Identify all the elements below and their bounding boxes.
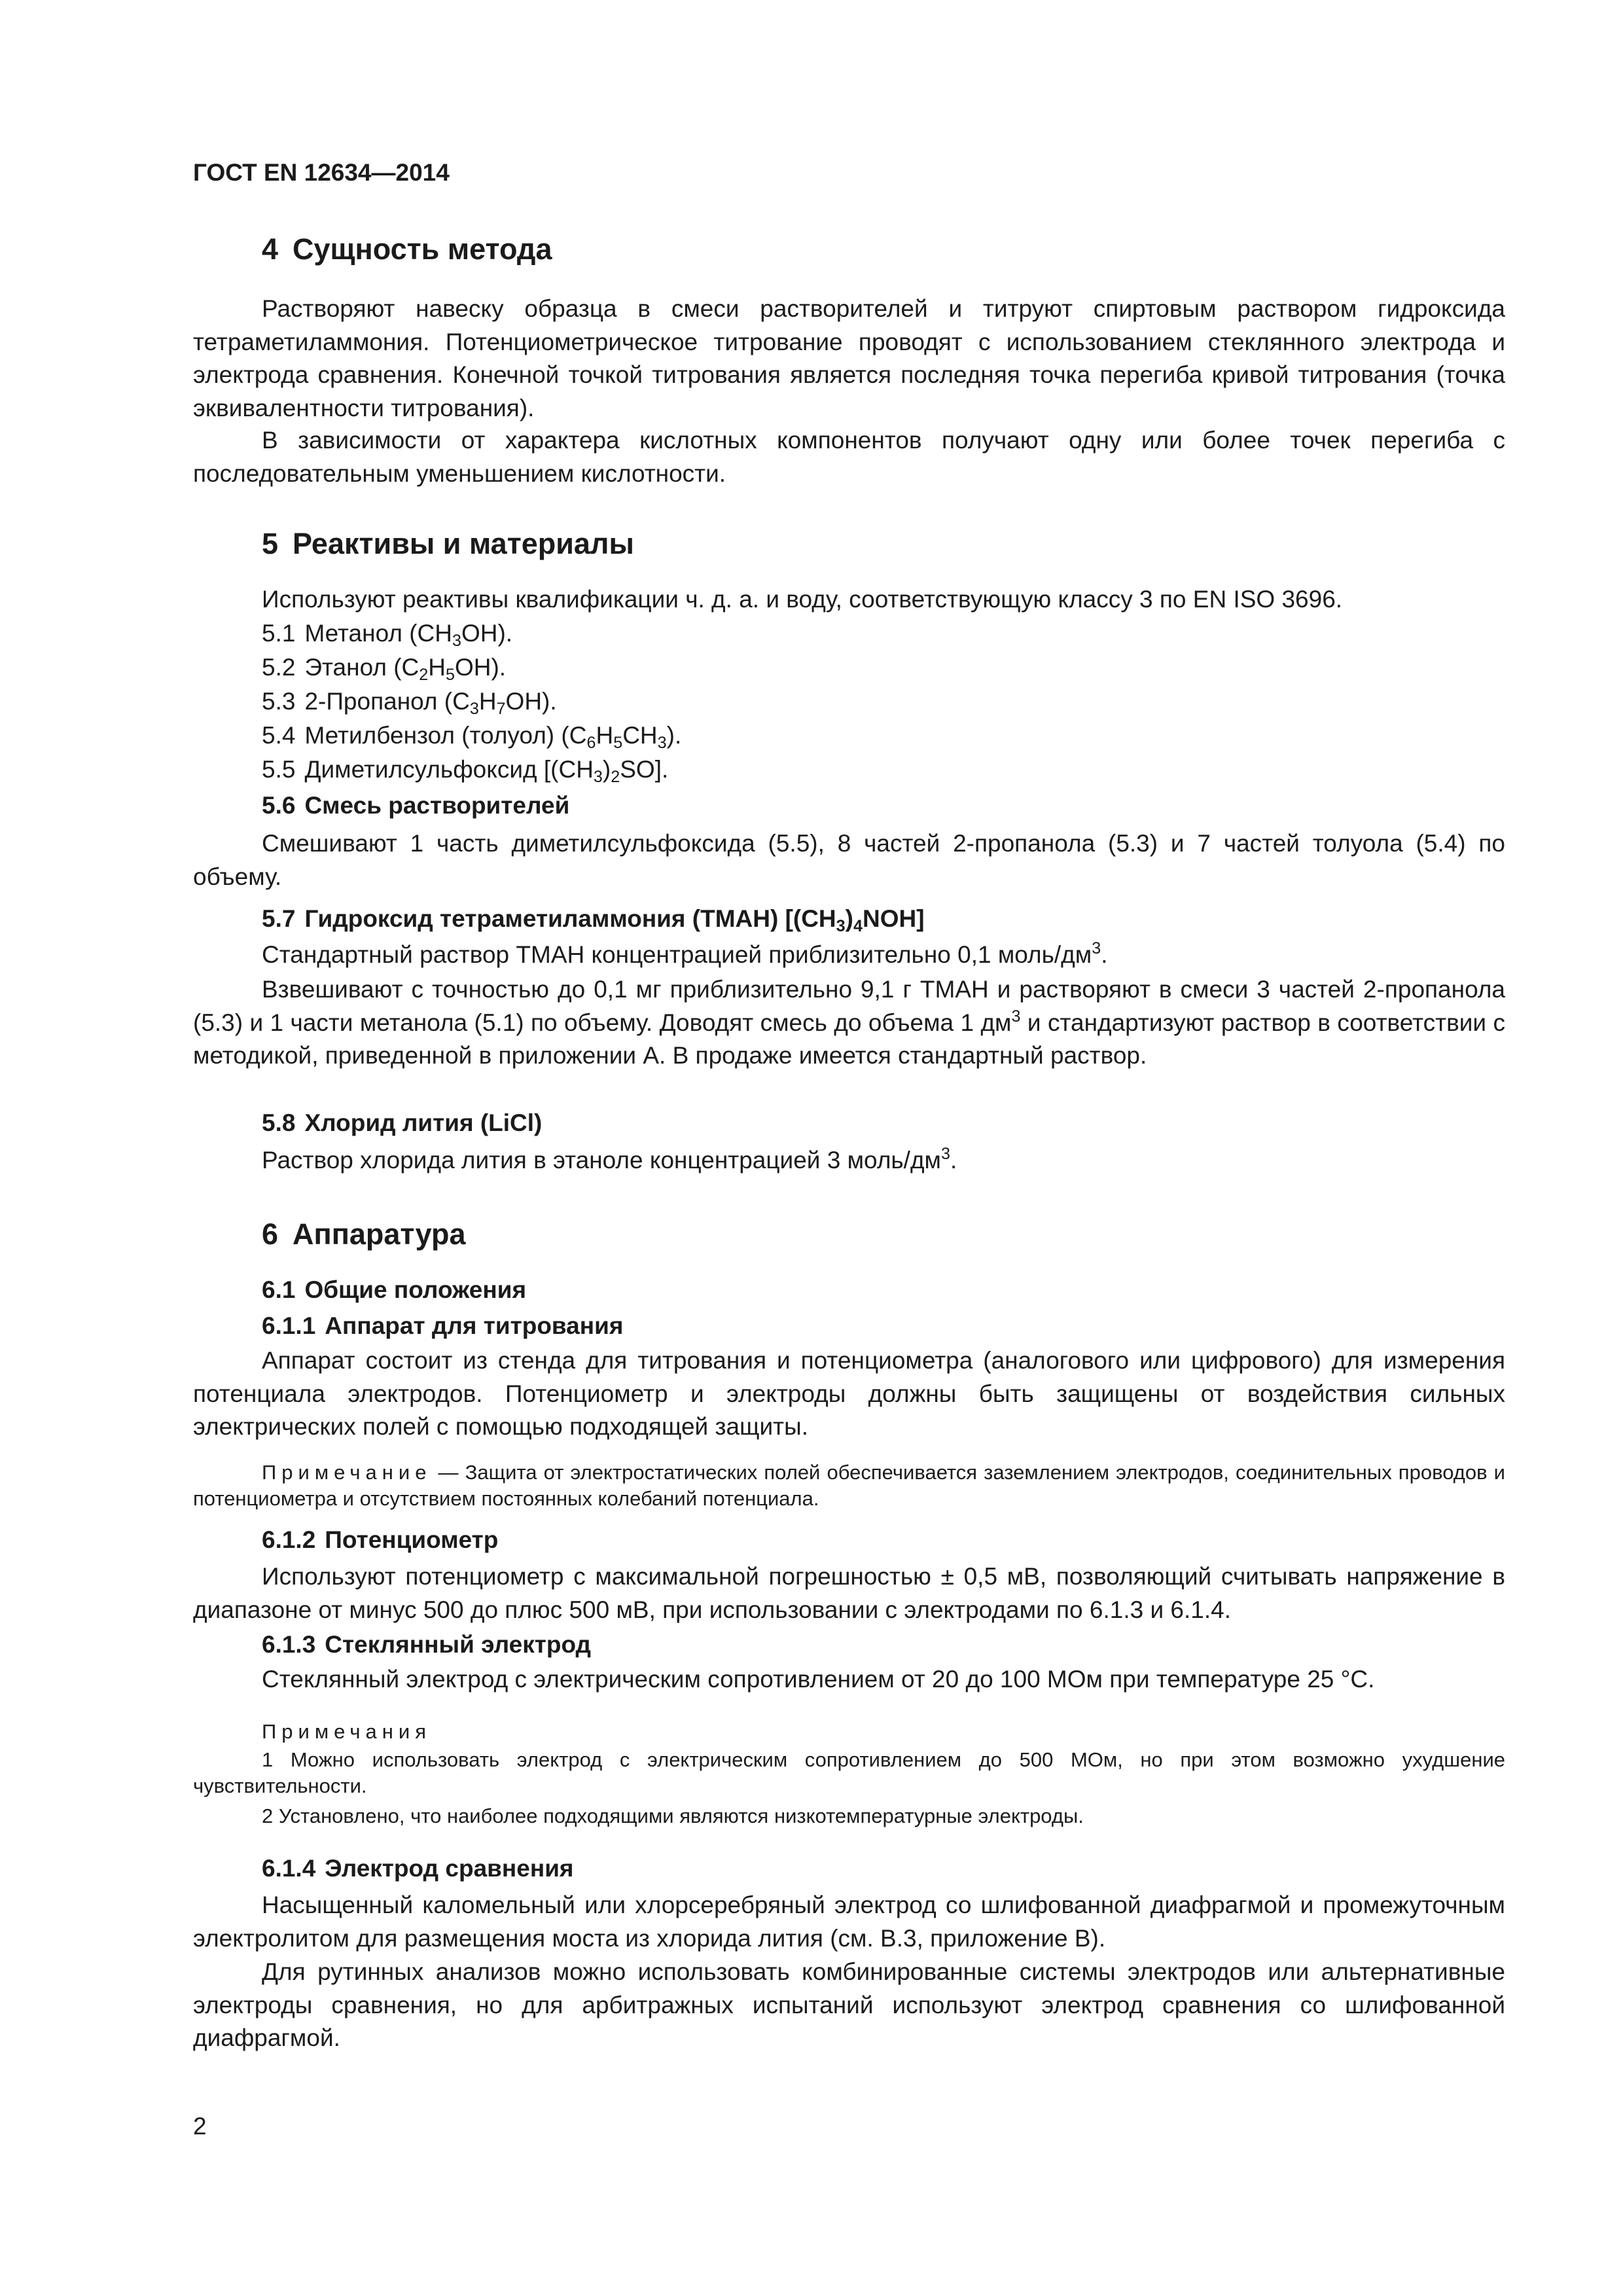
section-number: 4 [262,232,279,266]
paragraph: В зависимости от характера кислотных компонентов получают одну или более точек перегиба с последовательным уменьшением кислотности. [193,427,1505,487]
subsection-5-7-heading: 5.7 Гидроксид тетраметиламмония (TMAH) $[(CH_3)_4NOH]$ [262,905,925,936]
section-number: 6 [262,1217,279,1251]
paragraph: Для рутинных анализов можно использовать комбинированные системы электродов или альтернативные электроды сравнения, но для арбитражных испытаний используют электрод сравнения со шлифованной диафрагмой. [193,1958,1505,2051]
paragraph: Раствор хлорида лития в этаноле концентрацией 3 моль/$дм^3$. [262,1145,957,1174]
subsection-5-6-heading: 5.6 Смесь растворителей [262,792,570,819]
section-6-heading [262,1217,466,1251]
section-title: Сущность метода [293,232,552,266]
paragraph: Насыщенный каломельный или хлорсеребряный электрод со шлифованной диафрагмой и промежуточным электролитом для размещения моста из хлорида лития (см. В.3, приложение В). [193,1892,1505,1952]
note-label: Примечание [262,1461,432,1484]
list-item: 5.3 2-Пропанол $(C_3H_7OH)$. [262,688,557,719]
paragraph: Стандартный раствор TMAH концентрацией приблизительно 0,1 моль/$дм^3$. [262,939,1108,968]
section-4-heading [262,232,552,266]
page-number: 2 [193,2113,207,2140]
subsection-6-1-4-heading: 6.1.4 Электрод сравнения [262,1855,574,1882]
item-number: 5.2 [262,654,296,681]
subsection-6-1-2-heading: 6.1.2 Потенциометр [262,1526,499,1553]
note: Примечание — Защита от электростатических полей обеспечивается заземлением электродов, соединительных проводов и потенциометра и отсутствием постоянных колебаний потенциала. [193,1461,1505,1510]
list-item: 5.1 Метанол $(CH_3OH)$. [262,620,513,651]
subsection-6-1-heading: 6.1 Общие положения [262,1276,527,1303]
document-code: ГОСТ EN 12634—2014 [193,159,450,186]
paragraph: Стеклянный электрод с электрическим сопротивлением от 20 до 100 МОм при температуре 25 °С. [262,1666,1375,1693]
subsection-5-8-heading: 5.8 Хлорид лития (LiCl) [262,1109,543,1136]
subsection-6-1-3-heading: 6.1.3 Стеклянный электрод [262,1631,592,1658]
paragraph: Аппарат состоит из стенда для титрования и потенциометра (аналогового или цифрового) для измерения потенциала электродов. Потенциометр и электроды должны быть защищены от воздействия сильных электрических полей с помощью подходящей защиты. [193,1347,1505,1440]
item-number: 5.5 [262,756,296,783]
item-number: 5.4 [262,722,296,749]
list-item: 5.2 Этанол $(C_2H_5OH)$. [262,654,507,685]
note: 1 Можно использовать электрод с электрическим сопротивлением до 500 МОм, но при этом возможно ухудшение чувствительности. [193,1748,1505,1797]
paragraph: Взвешивают с точностью до 0,1 мг приблизительно 9,1 г TMAH и растворяют в смеси 3 частей 2-пропанола (5.3) и 1 части метанола (5.1) по объему. Доводят смесь до объема 1 $дм^3$ и стандартизуют раствор в соответствии с методикой, приведенной в приложении А. В продаже имеется стандартный раствор. [193,976,1505,1069]
paragraph: Используют потенциометр с максимальной погрешностью ± 0,5 мВ, позволяющий считывать напряжение в диапазоне от минус 500 до плюс 500 мВ, при использовании с электродами по 6.1.3 и 6.1.4. [193,1563,1505,1623]
subsection-6-1-1-heading: 6.1.1 Аппарат для титрования [262,1312,624,1339]
section-title: Аппаратура [293,1217,466,1251]
section-title: Реактивы и материалы [293,527,634,560]
note: 2 Установлено, что наиболее подходящими являются низкотемпературные электроды. [262,1804,1084,1827]
paragraph: Растворяют навеску образца в смеси растворителей и титруют спиртовым раствором гидроксида тетраметиламмония. Потенциометрическое титрование проводят с использованием стеклянного электрода и электрода сравнения. Конечной точкой титрования является последняя точка перегиба кривой титрования (точка эквивалентности титрования). [193,295,1505,422]
section-5-heading [262,527,634,561]
paragraph: Используют реактивы квалификации ч. д. а. и воду, соответствующую классу 3 по EN ISO 3696. [262,586,1343,613]
list-item: 5.5 Диметилсульфоксид $[(CH_3)_2SO]$. [262,756,669,787]
item-number: 5.1 [262,620,296,647]
section-number: 5 [262,527,279,560]
notes-label: Примечания [262,1720,431,1743]
item-number: 5.3 [262,688,296,715]
paragraph: Смешивают 1 часть диметилсульфоксида (5.5), 8 частей 2-пропанола (5.3) и 7 частей толуола (5.4) по объему. [193,830,1505,890]
list-item: 5.4 Метилбензол (толуол) $(C_6H_5CH_3)$. [262,722,682,753]
